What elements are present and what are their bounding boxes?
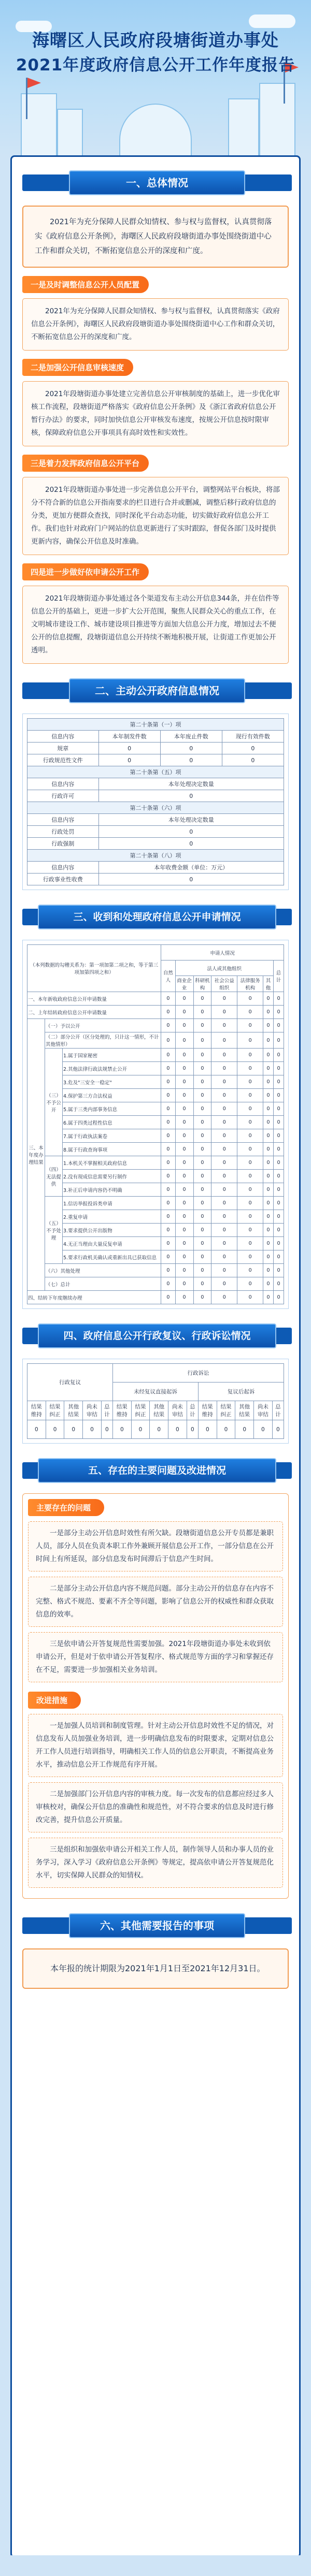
table-row: 行政许可 0	[27, 790, 284, 802]
improvement-item: 二是加强部门公开信息内容的审核力度。每一次发布的信息都应经过多人审核校对，确保公开信息的准确性和规范性，对不符合要求的信息及时进行修改完善，提升信息公开质量。	[28, 1782, 283, 1832]
row-label: 1.本机关不掌握相关政府信息	[63, 1156, 161, 1170]
row-label: 3.危及"三安全一稳定"	[63, 1075, 161, 1089]
row-label: 四、结转下年度继续办理	[27, 1291, 161, 1304]
review-litigation-table: 行政复议 行政诉讼 未经复议直接起诉 复议后起诉 结果维持 结果纠正 其他结果 尚未审结 总计 结果维持 结果纠正 其他结果 尚未审结 总计 结果维持 结果纠正 其他结果 尚未审结 总计 0 0 0 0 0 0 0 0 0 0 0 0 0 0 0	[22, 1359, 289, 1444]
table-row: 行政事业性收费 0	[27, 874, 284, 885]
page-title-line1: 海曙区人民政府段塘街道办事处	[32, 30, 279, 50]
table-header: 其他	[263, 976, 274, 992]
overview-item-title: 一是及时调整信息公开人员配置	[22, 276, 289, 293]
table-header: 现行有效件数	[222, 731, 284, 743]
table-row: （六）其他处理 0 0 0 0 0 0 0	[27, 1264, 284, 1277]
flag-icon	[27, 78, 41, 88]
table-header: 科研机构	[193, 976, 211, 992]
row-group-label: 三、本年度办理结果	[27, 1019, 45, 1291]
section-heading-applications: 三、收到和处理政府信息公开申请情况	[22, 905, 292, 929]
problem-item: 二是部分主动公开信息内容不规范问题。部分主动公开的信息存在内容不完整、格式不规范、要素不齐全等问题，影响了信息公开的权威性和群众获取信息的效率。	[28, 1577, 283, 1627]
table-header: 本年废止件数	[160, 731, 222, 743]
table-heading: 第二十条第（一）项	[27, 719, 284, 731]
table-header: 行政诉讼	[112, 1364, 284, 1382]
overview-items	[22, 276, 289, 664]
table-header: 本年处理决定数量	[98, 778, 284, 790]
table-header: （本列数据的勾稽关系为：第一项加第二项之和，等于第三项加第四项之和）	[27, 945, 161, 992]
building-icon	[259, 83, 295, 155]
table-header: 总计	[273, 960, 284, 992]
table-row: 3.要求提供公开出版物 0 0 0 0 0 0 0	[27, 1224, 284, 1237]
table-row: 行政处罚 0	[27, 826, 284, 838]
row-label: 一、本年新收政府信息公开申请数量	[27, 992, 161, 1006]
row-label: 2.重复申请	[63, 1210, 161, 1224]
table-row: 3.危及"三安全一稳定" 0 0 0 0 0 0 0	[27, 1075, 284, 1089]
table-heading: 第二十条第（五）项	[27, 766, 284, 778]
header-banner	[0, 0, 311, 155]
problems-subtitle: 主要存在的问题	[28, 1499, 283, 1516]
table-row: 一、本年新收政府信息公开申请数量 0 0 0 0 0 0 0	[27, 992, 284, 1006]
section-heading-overview: 一、总体情况	[22, 170, 292, 195]
active-disclosure-table	[22, 714, 289, 890]
building-icon	[57, 109, 83, 155]
table-row: 5.要求行政机关确认或重新出具已获取信息 0 0 0 0 0 0 0	[27, 1250, 284, 1264]
problem-item: 一是部分主动公开信息时效性有所欠缺。段塘街道信息公开专员都是兼职人员，部分人员在负责本职工作外兼顾开展信息公开工作，一部分信息在公开时间上有所延误，部分信息发布时间滞后于信息产生时间。	[28, 1521, 283, 1571]
table-header: 未经复议直接起诉	[112, 1382, 198, 1401]
table-header: 自然人	[161, 960, 175, 992]
other-matters-text: 本年报的统计期限为2021年1月1日至2021年12月31日。	[22, 1948, 289, 1989]
problems-box	[22, 1493, 289, 1899]
report-card	[10, 155, 301, 2558]
row-group-label: （三）不予公开	[45, 1049, 63, 1156]
table-row: （五）不予处理 1.信访举报投诉类申请 0 0 0 0 0 0 0	[27, 1197, 284, 1210]
table-header: 信息内容	[27, 778, 99, 790]
table-row: 行政强制 0	[27, 838, 284, 850]
improvement-item: 三是组织和加强依申请公开相关工作人员，制作领导人员和办事人员的业务学习，深入学习《政府信息公开条例》等规定，提高依申请公开答复规范化水平，切实保障人民群众的知情权。	[28, 1838, 283, 1888]
row-label: 8.属于行政查询事项	[63, 1143, 161, 1156]
section-heading-review-litigation: 四、政府信息公开行政复议、行政诉讼情况	[22, 1323, 292, 1348]
table-row: 二、上年结转政府信息公开申请数量 0 0 0 0 0 0 0	[27, 1006, 284, 1019]
table-header: 信息内容	[27, 862, 99, 874]
section-heading-other: 六、其他需要报告的事项	[22, 1913, 292, 1938]
table-header: 信息内容	[27, 814, 99, 826]
table-row: 4.保护第三方合法权益 0 0 0 0 0 0 0	[27, 1089, 284, 1102]
row-label: （七）总计	[45, 1277, 161, 1291]
table-row: 4.无正当理由大量反复申请 0 0 0 0 0 0 0	[27, 1237, 284, 1250]
applications-table	[22, 940, 289, 1309]
row-label: 3.补正后申请内容仍不明确	[63, 1183, 161, 1197]
overview-item-title: 四是进一步做好依申请公开工作	[22, 563, 289, 580]
table-row: 6.属于四类过程性信息 0 0 0 0 0 0 0	[27, 1116, 284, 1129]
table-row: 3.补正后申请内容仍不明确 0 0 0 0 0 0 0	[27, 1183, 284, 1197]
table-header: 本年处理决定数量	[98, 814, 284, 826]
building-icon	[228, 98, 259, 155]
overview-item-text: 2021年为充分保障人民群众知情权、参与权与监督权，认真贯彻落实《政府信息公开条例》，海曙区人民政府段塘街道办事处围绕街道中心工作和群众关切，不断拓宽信息公开的深度和广度。	[22, 298, 289, 351]
cloud-icon	[249, 14, 295, 28]
problem-item: 三是依申请公开答复规范性需要加强。2021年段塘街道办事处未收到依申请公开，但是对于依申请公开答复程序、格式规范等方面的学习和掌握还存在不足，需要进一步加强相关业务培训。	[28, 1632, 283, 1682]
table-row: 行政规范性文件 0 0 0	[27, 754, 284, 766]
table-header: 申请人情况	[161, 945, 284, 960]
row-label: （二）部分公开（区分处理的，只计这一情形，不计其他情形）	[45, 1032, 161, 1049]
table-row: 0 0 0 0 0 0 0 0 0 0 0 0 0 0 0	[27, 1420, 284, 1439]
overview-item-text: 2021年段塘街道办事处通过各个渠道发布主动公开信息344条，并在信件等信息公开的基础上，更进一步扩大公开范围，聚焦人民群众关心的重点工作，在文明城市建设工作、城市建设项目推进等方面加大信息公开力度，增加过去不便公开的信息提醒，段塘街道信息公开持续不断地积极开展，让街道工作更加公开透明。	[22, 586, 289, 664]
row-label: （六）其他处理	[45, 1264, 161, 1277]
section-heading-problems: 五、存在的主要问题及改进情况	[22, 1458, 292, 1483]
row-label: 5.属于三类内部事务信息	[63, 1102, 161, 1116]
table-row: 规章 0 0 0	[27, 743, 284, 754]
table-row: 三、本年度办理结果 （一）予以公开 0 0 0 0 0 0 0	[27, 1019, 284, 1032]
table-header: 商业企业	[175, 976, 193, 992]
overview-intro: 2021年为充分保障人民群众知情权、参与权与监督权，认真贯彻落实《政府信息公开条例》，海曙区人民政府段塘街道办事处围绕街道中心工作和群众关切，不断拓宽信息公开的深度和广度。	[22, 206, 289, 268]
page-footer	[0, 2555, 311, 2576]
table-header: 行政复议	[27, 1364, 113, 1401]
table-row: （二）部分公开（区分处理的，只计这一情形，不计其他情形） 0 0 0 0 0 0 0	[27, 1032, 284, 1049]
table-header: 法人或其他组织	[175, 960, 273, 976]
row-label: 二、上年结转政府信息公开申请数量	[27, 1006, 161, 1019]
row-label: 1.属于国家秘密	[63, 1049, 161, 1062]
overview-item-text: 2021年段塘街道办事处进一步完善信息公开平台，调整网站平台板块，将部分不符合新的信息公开指南要求的栏目进行合并或删减，调整后移行政府信息的分类，更加方便群众查找，同时深化平台动态功能，切实做好政府信息公开工作。我们也针对政府门户网站的信息更新进行了实时跟踪，督促各部门及时提供更新内容，确保公开信息及时准确。	[22, 477, 289, 555]
table-header: 信息内容	[27, 731, 99, 743]
row-label: 5.要求行政机关确认或重新出具已获取信息	[63, 1250, 161, 1264]
table-header: 社会公益组织	[211, 976, 237, 992]
table-row: 2.重复申请 0 0 0 0 0 0 0	[27, 1210, 284, 1224]
table-header: 复议后起诉	[198, 1382, 284, 1401]
row-label: 2.没有现成信息需要另行制作	[63, 1170, 161, 1183]
improvements-subtitle: 改进措施	[28, 1692, 283, 1709]
table-header: 法律服务机构	[237, 976, 263, 992]
building-icon	[119, 104, 192, 155]
row-label: 6.属于四类过程性信息	[63, 1116, 161, 1129]
table-row: 7.属于行政执法案卷 0 0 0 0 0 0 0	[27, 1129, 284, 1143]
table-row: 2.没有现成信息需要另行制作 0 0 0 0 0 0 0	[27, 1170, 284, 1183]
table-row: 四、结转下年度继续办理 0 0 0 0 0 0 0	[27, 1291, 284, 1304]
table-header: 本年制发件数	[98, 731, 160, 743]
overview-item-title: 三是着力发挥政府信息公开平台	[22, 455, 289, 472]
table-heading: 第二十条第（六）项	[27, 802, 284, 814]
table-row: 8.属于行政查询事项 0 0 0 0 0 0 0	[27, 1143, 284, 1156]
improvement-item: 一是加强人员培训和制度管理。针对主动公开信息时效性不足的情况，对信息发布人员加强业务培训，进一步明确信息发布的时限要求，定期对信息公开工作人员进行培训指导，明确相关工作人员的信息公开职责，不断提高业务水平，推动信息公开工作规范有序开展。	[28, 1714, 283, 1777]
section-heading-active-disclosure: 二、主动公开政府信息情况	[22, 678, 292, 703]
row-group-label: （四）无法提供	[45, 1156, 63, 1197]
table-row: （四）无法提供 1.本机关不掌握相关政府信息 0 0 0 0 0 0 0	[27, 1156, 284, 1170]
page-title-line2: 2021年度政府信息公开工作年度报告	[16, 56, 295, 75]
overview-item-text: 2021年段塘街道办事处建立完善信息公开审核制度的基础上，进一步优化审核工作流程，段塘街道严格落实《政府信息公开条例》及《浙江省政府信息公开暂行办法》的要求，同时加快信息公开审核发布速度，按规公开信息按时限审核，保障政府信息公开事项具有高时效性和实效性。	[22, 381, 289, 446]
row-label: 3.要求提供公开出版物	[63, 1224, 161, 1237]
table-row: （三）不予公开 1.属于国家秘密 0 0 0 0 0 0 0	[27, 1049, 284, 1062]
table-row: （七）总计 0 0 0 0 0 0 0	[27, 1277, 284, 1291]
overview-item-title: 二是加强公开信息审核速度	[22, 359, 289, 376]
row-group-label: （五）不予处理	[45, 1197, 63, 1264]
table-heading: 第二十条第（八）项	[27, 850, 284, 862]
table-row: 2.其他法律行政法规禁止公开 0 0 0 0 0 0 0	[27, 1062, 284, 1075]
row-label: 2.其他法律行政法规禁止公开	[63, 1062, 161, 1075]
table-header: 本年收费金额（单位：万元）	[98, 862, 284, 874]
row-label: 1.信访举报投诉类申请	[63, 1197, 161, 1210]
row-label: 4.保护第三方合法权益	[63, 1089, 161, 1102]
table-row: 5.属于三类内部事务信息 0 0 0 0 0 0 0	[27, 1102, 284, 1116]
row-label: 7.属于行政执法案卷	[63, 1129, 161, 1143]
row-label: 4.无正当理由大量反复申请	[63, 1237, 161, 1250]
row-label: （一）予以公开	[45, 1019, 161, 1032]
